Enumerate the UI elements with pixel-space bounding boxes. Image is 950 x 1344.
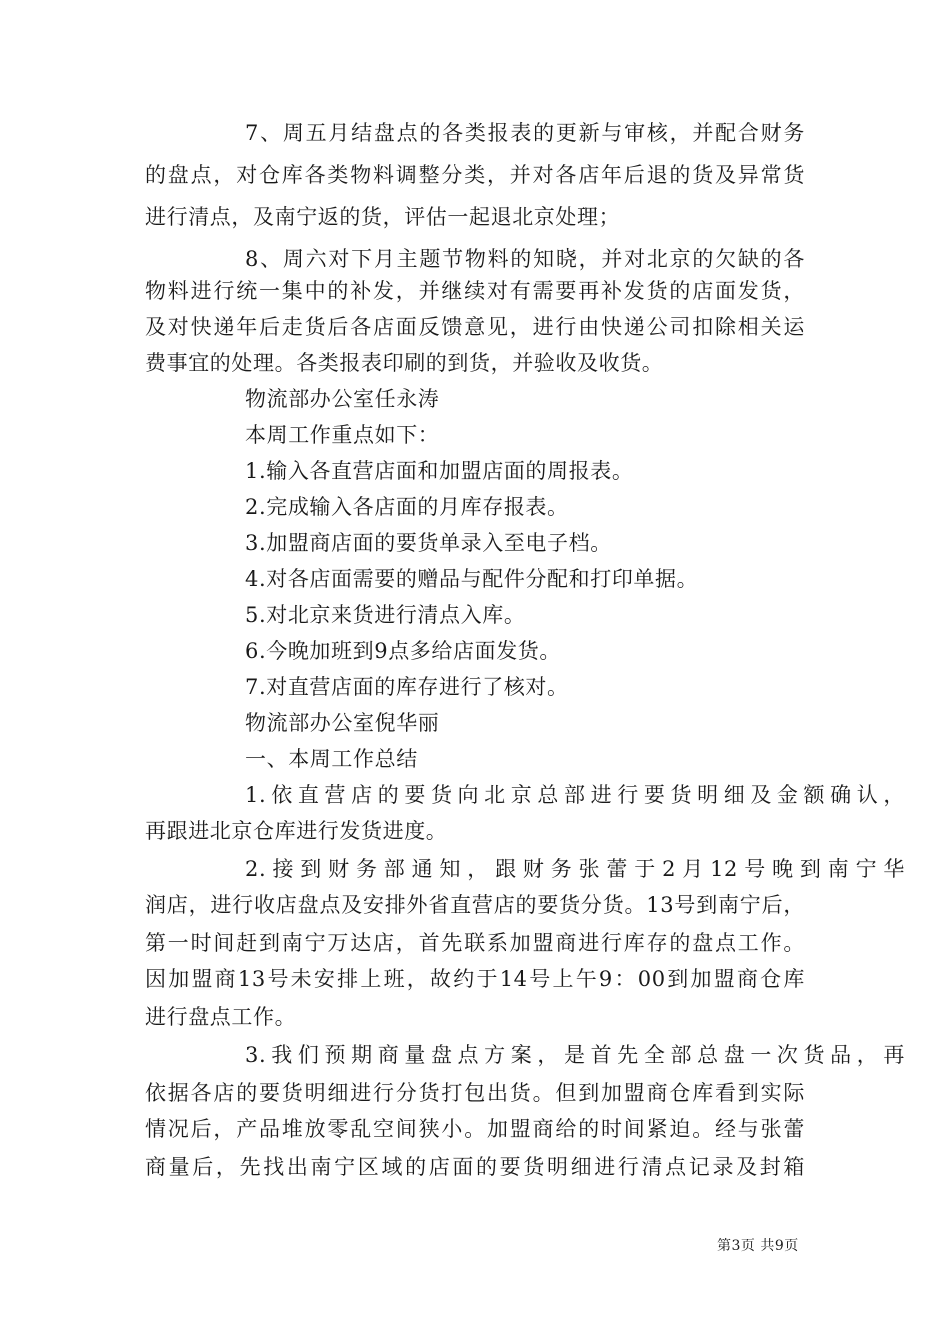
- focus-item: 2.完成输入各店面的月库存报表。: [245, 495, 569, 519]
- paragraph-8-line-2: 物料进行统一集中的补发，并继续对有需要再补发货的店面发货，: [145, 279, 805, 303]
- summary-title: 一、本周工作总结: [245, 747, 418, 771]
- focus-item: 4.对各店面需要的赠品与配件分配和打印单据。: [245, 567, 699, 591]
- summary-3-line-2: 依据各店的要货明细进行分货打包出货。但到加盟商仓库看到实际: [145, 1081, 805, 1105]
- summary-3-line-1: 3.我们预期商量盘点方案，是首先全部总盘一次货品，再: [245, 1043, 905, 1067]
- summary-2-line-2: 润店，进行收店盘点及安排外省直营店的要货分货。13号到南宁后，: [145, 893, 805, 917]
- summary-1-line-2: 再跟进北京仓库进行发货进度。: [145, 819, 448, 843]
- focus-item: 3.加盟商店面的要货单录入至电子档。: [245, 531, 612, 555]
- paragraph-7-line-3: 进行清点，及南宁返的货，评估一起退北京处理；: [145, 205, 621, 229]
- summary-2-line-1: 2.接到财务部通知，跟财务张蕾于2月12号晚到南宁华: [245, 857, 905, 881]
- focus-item: 7.对直营店面的库存进行了核对。: [245, 675, 569, 699]
- paragraph-8-line-3: 及对快递年后走货后各店面反馈意见，进行由快递公司扣除相关运: [145, 315, 805, 339]
- summary-2-line-5: 进行盘点工作。: [145, 1005, 297, 1029]
- paragraph-8-line-4: 费事宜的处理。各类报表印刷的到货，并验收及收货。: [145, 351, 664, 375]
- focus-item: 6.今晚加班到9点多给店面发货。: [245, 639, 561, 663]
- summary-2-line-4: 因加盟商13号未安排上班，故约于14号上午9：00到加盟商仓库: [145, 967, 805, 991]
- summary-2-line-3: 第一时间赶到南宁万达店，首先联系加盟商进行库存的盘点工作。: [145, 931, 805, 955]
- focus-item: 1.输入各直营店面和加盟店面的周报表。: [245, 459, 634, 483]
- paragraph-8-line-1: 8、周六对下月主题节物料的知晓，并对北京的欠缺的各: [245, 247, 805, 271]
- paragraph-7-line-2: 的盘点，对仓库各类物料调整分类，并对各店年后退的货及异常货: [145, 163, 805, 187]
- focus-item: 5.对北京来货进行清点入库。: [245, 603, 526, 627]
- summary-3-line-3: 情况后，产品堆放零乱空间狭小。加盟商给的时间紧迫。经与张蕾: [145, 1117, 805, 1141]
- summary-3-line-4: 商量后，先找出南宁区域的店面的要货明细进行清点记录及封箱: [145, 1155, 805, 1179]
- signature-ni-huali: 物流部办公室倪华丽: [245, 711, 440, 735]
- paragraph-7-line-1: 7、周五月结盘点的各类报表的更新与审核，并配合财务: [245, 121, 805, 145]
- signature-ren-yongtao: 物流部办公室任永涛: [245, 387, 440, 411]
- page-number-footer: 第3页 共9页: [717, 1238, 799, 1254]
- focus-title: 本周工作重点如下：: [245, 423, 440, 447]
- summary-1-line-1: 1.依直营店的要货向北京总部进行要货明细及金额确认，: [245, 783, 905, 807]
